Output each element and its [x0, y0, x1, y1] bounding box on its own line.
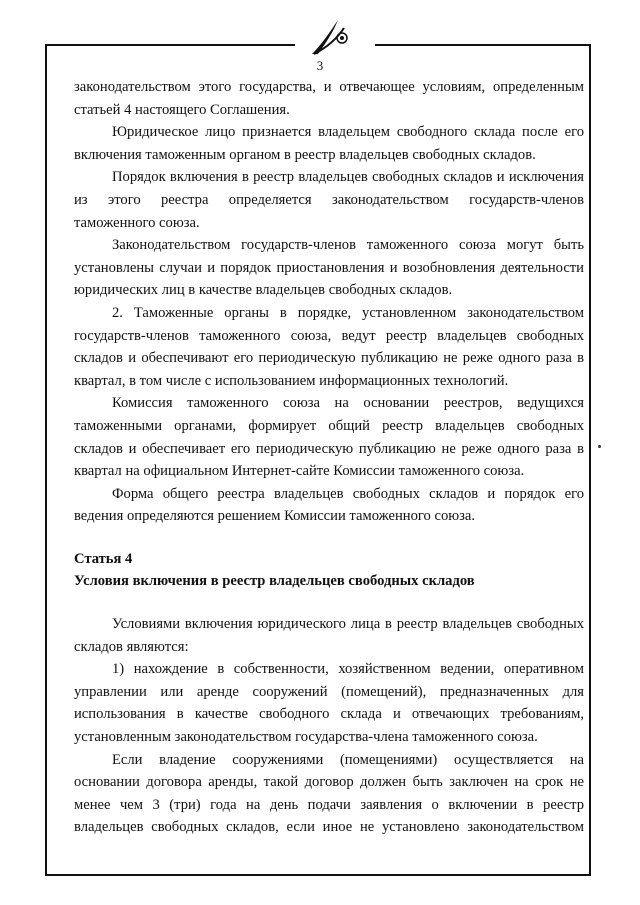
paragraph-7: Форма общего реестра владельцев свободных складов и порядок его ведения определяются решением Комиссии таможенного союза.: [74, 485, 584, 525]
frame-right-line: [589, 44, 591, 876]
article-paragraph-3: Если владение сооружениями (помещениями) осуществляется на основании договора аренды, такой договор должен быть заключен на срок не менее чем 3 (три) года на день подачи заявления о включении в реестр владельцев свободных складов, если иное не установлено законодательством: [74, 751, 584, 836]
paragraph-5: 2. Таможенные органы в порядке, установленном законодательством государств-членов таможенного союза, ведут реестр владельцев свободных складов и обеспечивают его периодическую публикацию не реже одного раза в квартал, в том числе с использованием информационных технологий.: [74, 304, 584, 389]
article-title: Условия включения в реестр владельцев свободных складов: [74, 573, 475, 590]
article-number: Статья 4: [74, 550, 133, 567]
paragraph-1: законодательством этого государства, и отвечающее условиям, определенным статьей 4 настоящего Соглашения.: [74, 79, 584, 118]
frame-left-line: [45, 44, 47, 876]
paragraph-3: Порядок включения в реестр владельцев свободных складов и исключения из этого реестра определяется законодательством государств-членов таможенного союза.: [74, 169, 584, 231]
paragraph-6: Комиссия таможенного союза на основании реестров, ведущихся таможенными органами, формирует общий реестр владельцев свободных складов и обеспечивает его периодическую публикацию не реже одного раза в квартал на официальном Интернет-сайте Комиссии таможенного союза.: [74, 395, 584, 480]
article-paragraph-2: 1) нахождение в собственности, хозяйственном ведении, оперативном управлении или аренде сооружений (помещений), предназначенных для использования в качестве свободного склада и отвечающих требованиям, установленным законодательством государства-члена таможенного союза.: [74, 661, 584, 746]
frame-top-left-line: [45, 44, 295, 46]
article-paragraph-1: Условиями включения юридического лица в реестр владельцев свободных складов являются:: [74, 616, 584, 655]
frame-bottom-line: [45, 874, 591, 876]
frame-top-right-line: [375, 44, 590, 46]
document-body: [74, 76, 584, 839]
scan-dot: [598, 445, 601, 448]
paragraph-2: Юридическое лицо признается владельцем свободного склада после его включения таможенным органом в реестр владельцев свободных складов.: [74, 124, 584, 163]
emblem-icon: [308, 14, 356, 58]
paragraph-4: Законодательством государств-членов таможенного союза могут быть установлены случаи и порядок приостановления и возобновления деятельности юридических лиц в качестве владельцев свободных складов.: [74, 237, 584, 299]
page-number: 3: [316, 58, 324, 73]
